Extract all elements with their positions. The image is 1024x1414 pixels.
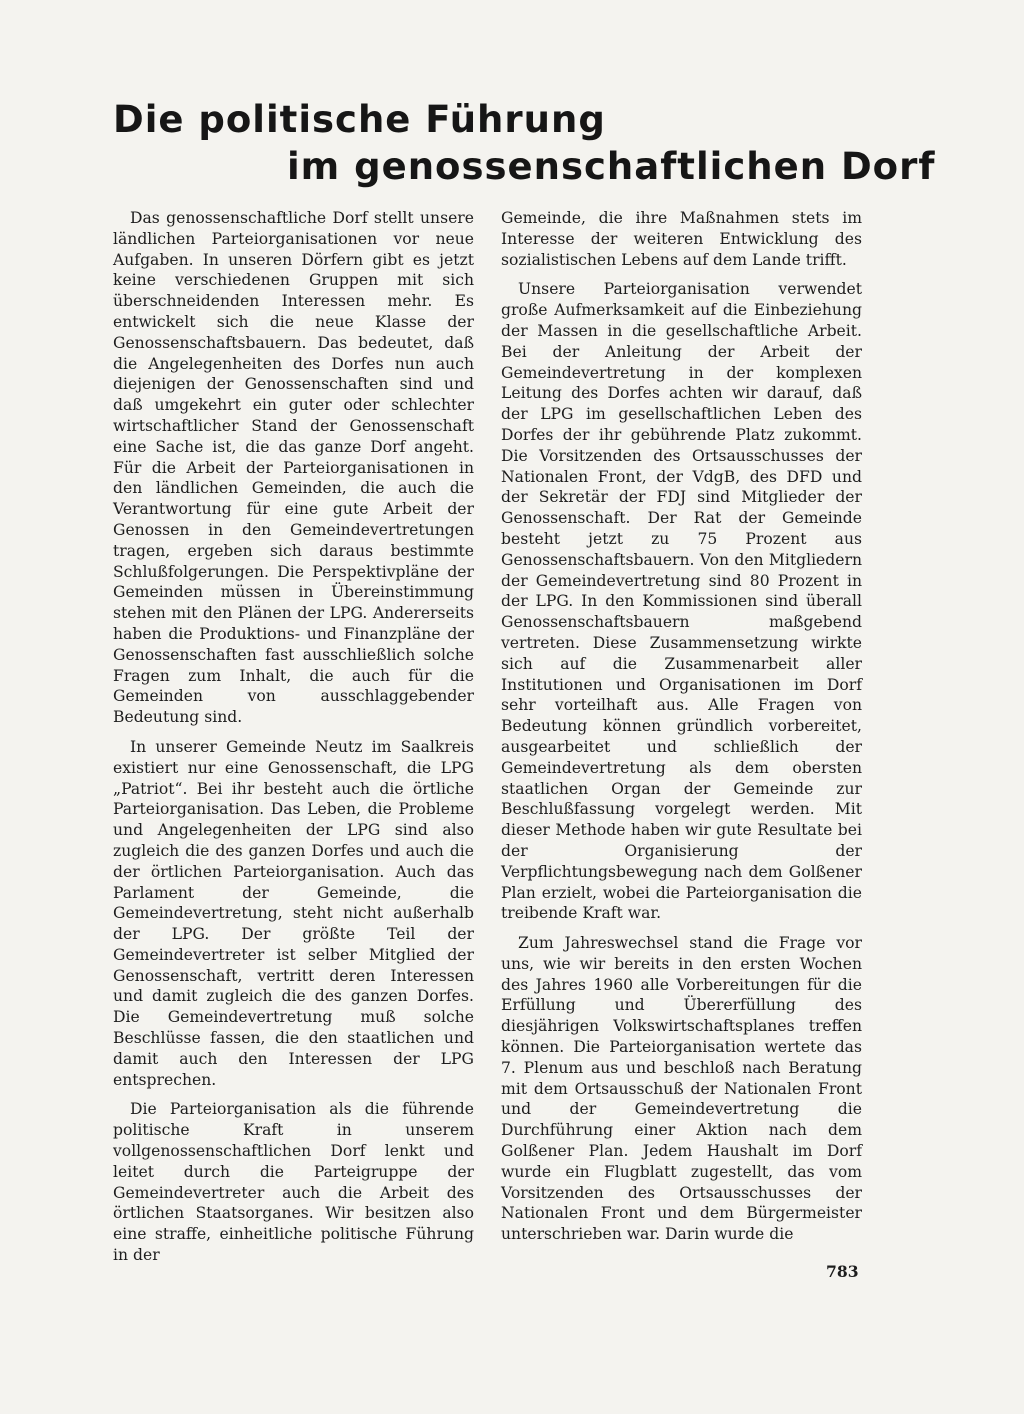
article-title-line-2: im genossenschaftlichen Dorf xyxy=(287,145,936,188)
article-title-line-1: Die politische Führung xyxy=(113,98,606,141)
page-number: 783 xyxy=(826,1262,859,1281)
paragraph: Unsere Parteiorganisation verwendet große Aufmerksamkeit auf die Einbeziehung der Massen in die gesellschaftliche Arbeit. Bei der Anleitung der Arbeit der Gemeindevertretung in der komplexen Leitung des Dorfes achten wir darauf, daß der LPG im gesellschaftlichen Leben des Dorfes der ihr gebührende Platz zukommt. Die Vorsitzenden des Ortsausschusses der Nationalen Front, der VdgB, des DFD und der Sekretär der FDJ sind Mitglieder der Genossenschaft. Der Rat der Gemeinde besteht jetzt zu 75 Prozent aus Genossenschaftsbauern. Von den Mitgliedern der Gemeindevertretung sind 80 Prozent in der LPG. In den Kommissionen sind überall Genossenschaftsbauern maßgebend vertreten. Diese Zusammensetzung wirkte sich auf die Zusammenarbeit aller Institutionen und Organisationen im Dorf sehr vorteilhaft aus. Alle Fragen von Bedeutung können gründlich vorbereitet, ausgearbeitet und schließlich der Gemeindevertretung als dem obersten staatlichen Organ der Gemeinde zur Beschlußfassung vorgelegt werden. Mit dieser Methode haben wir gute Resultate bei der Organisierung der Verpflichtungsbewegung nach dem Golßener Plan erzielt, wobei die Parteiorganisation die treibende Kraft war. xyxy=(501,280,862,923)
left-column xyxy=(113,208,474,1275)
paragraph: In unserer Gemeinde Neutz im Saalkreis existiert nur eine Genossenschaft, die LPG „Patriot“. Bei ihr besteht auch die örtliche Parteiorganisation. Das Leben, die Probleme und Angelegenheiten der LPG sind also zugleich die des ganzen Dorfes und auch die der örtlichen Parteiorganisation. Auch das Parlament der Gemeinde, die Gemeindevertretung, steht nicht außerhalb der LPG. Der größte Teil der Gemeindevertreter ist selber Mitglied der Genossenschaft, vertritt deren Interessen und damit zugleich die des ganzen Dorfes. Die Gemeindevertretung muß solche Beschlüsse fassen, die den staatlichen und damit auch den Interessen der LPG entsprechen. xyxy=(113,737,474,1089)
paragraph: Die Parteiorganisation als die führende politische Kraft in unserem vollgenossenschaftlichen Dorf lenkt und leitet durch die Parteigruppe der Gemeindevertreter auch die Arbeit des örtlichen Staatsorganes. Wir besitzen also eine straffe, einheitliche politische Führung in der xyxy=(113,1100,474,1265)
right-column xyxy=(501,208,862,1254)
paragraph: Das genossenschaftliche Dorf stellt unsere ländlichen Parteiorganisationen vor neue Aufgaben. In unseren Dörfern gibt es jetzt keine verschiedenen Gruppen mit sich überschneidenden Interessen mehr. Es entwickelt sich die neue Klasse der Genossenschaftsbauern. Das bedeutet, daß die Angelegenheiten des Dorfes nun auch diejenigen der Genossenschaften sind und daß umgekehrt ein guter oder schlechter wirtschaftlicher Stand der Genossenschaft eine Sache ist, die das ganze Dorf angeht. Für die Arbeit der Parteiorganisationen in den ländlichen Gemeinden, die auch die Verantwortung für eine gute Arbeit der Genossen in den Gemeindevertretungen tragen, ergeben sich daraus bestimmte Schlußfolgerungen. Die Perspektivpläne der Gemeinden müssen in Übereinstimmung stehen mit den Plänen der LPG. Andererseits haben die Produktions- und Finanzpläne der Genossenschaften fast ausschließlich solche Fragen zum Inhalt, die auch für die Gemeinden von ausschlaggebender Bedeutung sind. xyxy=(113,209,474,727)
paragraph-continued: Gemeinde, die ihre Maßnahmen stets im Interesse der weiteren Entwicklung des sozialistischen Lebens auf dem Lande trifft. xyxy=(501,209,862,269)
paragraph: Zum Jahreswechsel stand die Frage vor uns, wie wir bereits in den ersten Wochen des Jahres 1960 alle Vorbereitungen für die Erfüllung und Übererfüllung des diesjährigen Volkswirtschaftsplanes treffen können. Die Parteiorganisation wertete das 7. Plenum aus und beschloß nach Beratung mit dem Ortsausschuß der Nationalen Front und der Gemeindevertretung die Durchführung einer Aktion nach dem Golßener Plan. Jedem Haushalt im Dorf wurde ein Flugblatt zugestellt, das vom Vorsitzenden des Ortsausschusses der Nationalen Front und dem Bürgermeister unterschrieben war. Darin wurde die xyxy=(501,934,862,1244)
